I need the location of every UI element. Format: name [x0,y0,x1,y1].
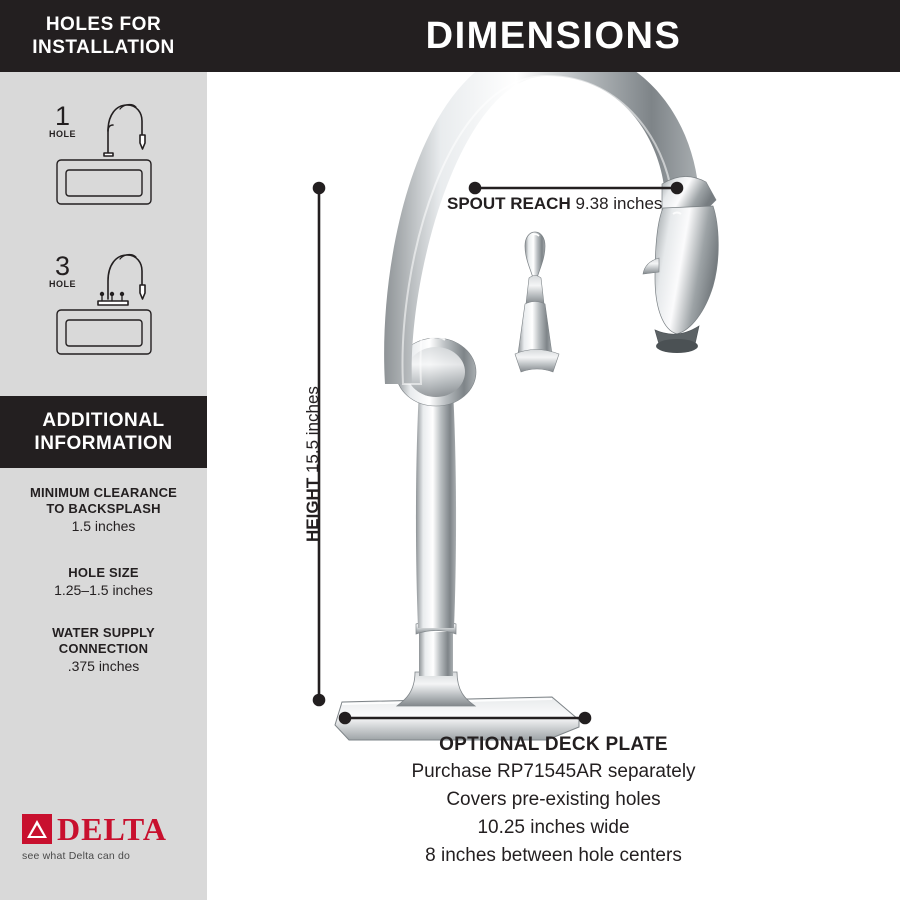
height-title: HEIGHT [303,477,322,542]
info-hole-size-value: 1.25–1.5 inches [54,582,153,598]
info-water-supply-value: .375 inches [67,658,140,674]
info-hole-size-title: HOLE SIZE [68,565,139,580]
info-water-supply-title-1: WATER SUPPLY [52,625,155,640]
delta-triangle-icon [22,814,52,844]
optional-deck-plate-caption [207,732,900,870]
deck-plate-title: OPTIONAL DECK PLATE [439,734,668,755]
hole-option-3-number: 3 [54,251,71,281]
deck-plate-line-2: Covers pre-existing holes [446,789,661,810]
sink-one-hole-icon [0,159,207,205]
info-minimum-clearance [0,485,207,535]
spout-reach-label [267,194,900,214]
delta-logo [22,812,192,862]
height-value: 15.5 inches [303,386,322,474]
holes-header-line-2: INSTALLATION [32,37,175,58]
spout-reach-title: SPOUT REACH [447,194,571,213]
dimensions-banner [207,0,900,72]
additional-header-line-2: INFORMATION [34,433,173,454]
info-minimum-clearance-title-2: TO BACKSPLASH [46,501,161,516]
hole-option-1 [0,95,207,205]
faucet-three-hole-icon [90,245,162,307]
sink-three-hole-icon [0,309,207,355]
hole-option-1-number: 1 [54,101,71,131]
info-minimum-clearance-value: 1.5 inches [71,518,136,534]
delta-wordmark: DELTA [57,811,167,847]
holes-for-installation-header [0,0,207,72]
additional-information-header [0,396,207,468]
additional-header-line-1: ADDITIONAL [42,410,165,431]
sidebar [0,0,208,900]
deck-plate-line-3: 10.25 inches wide [477,817,630,838]
info-hole-size [0,565,207,599]
info-minimum-clearance-title-1: MINIMUM CLEARANCE [29,485,178,500]
info-water-supply [0,625,207,675]
deck-plate-line-1: Purchase RP71545AR separately [411,761,696,782]
holes-header-line-1: HOLES FOR [45,14,162,35]
height-label [303,386,323,542]
delta-tagline: see what Delta can do [22,850,131,862]
hole-option-1-word: HOLE [48,129,76,139]
info-water-supply-title-2: CONNECTION [58,641,149,656]
faucet-one-hole-icon [90,95,162,157]
hole-option-3 [0,245,207,355]
deck-plate-line-4: 8 inches between hole centers [425,845,682,866]
hole-option-3-word: HOLE [48,279,76,289]
spout-reach-value: 9.38 inches [575,194,663,213]
page-title: DIMENSIONS [425,14,682,57]
